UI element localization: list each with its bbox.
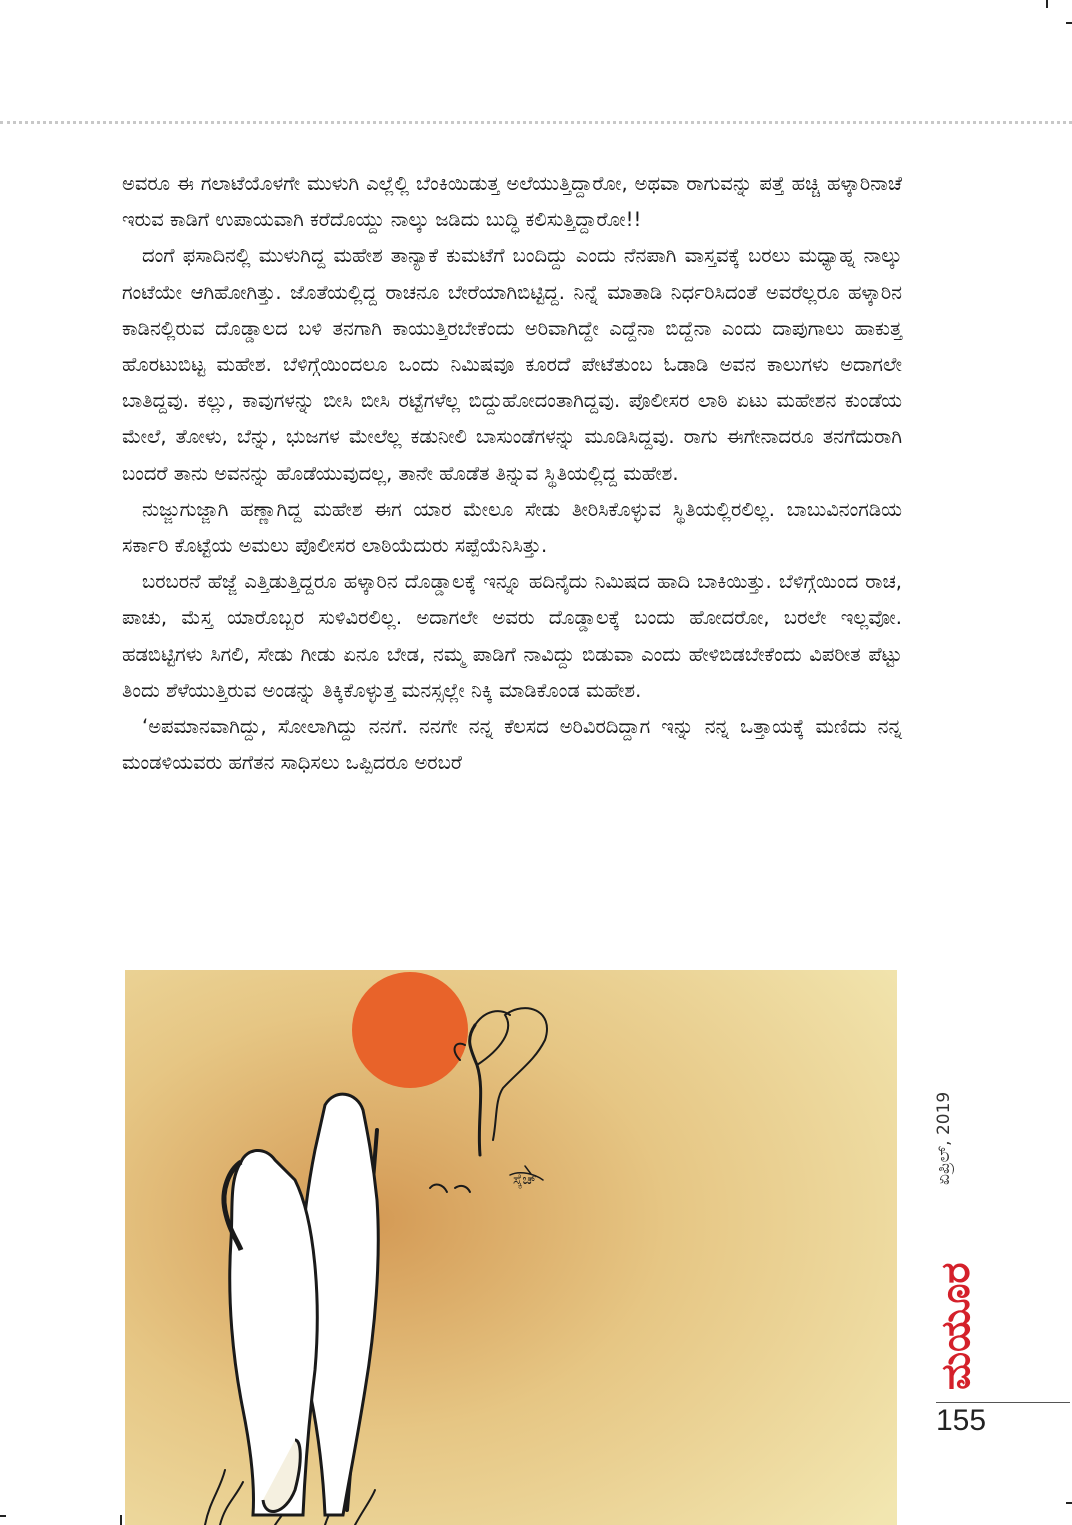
crop-mark-top-right [1046, 0, 1048, 8]
story-illustration [125, 970, 897, 1525]
page-number-rule [936, 1402, 1070, 1403]
crop-mark-bottom-left [120, 1515, 122, 1525]
article-paragraph: ನುಜ್ಜುಗುಜ್ಜಾಗಿ ಹಣ್ಣಾಗಿದ್ದ ಮಹೇಶ ಈಗ ಯಾರ ಮೇಲೂ ಸೇಡು ತೀರಿಸಿಕೊಳ್ಳುವ ಸ್ಥಿತಿಯಲ್ಲಿರಲಿಲ್ಲ. ಬಾಬುವಿನಂಗಡಿಯ ಸರ್ಕಾರಿ ಕೊಟ್ಟೆಯ ಅಮಲು ಪೊಲೀಸರ ಲಾಠಿಯೆದುರು ಸಪ್ಪೆಯೆನಿಸಿತ್ತು. [122, 497, 902, 558]
article-paragraph: ‘ಅಪಮಾನವಾಗಿದ್ದು, ಸೋಲಾಗಿದ್ದು ನನಗೆ. ನನಗೇ ನನ್ನ ಕೆಲಸದ ಅರಿವಿರದಿದ್ದಾಗ ಇನ್ನು ನನ್ನ ಒತ್ತಾಯಕ್ಕೆ ಮಣಿದು ನನ್ನ ಮಂಡಳಿಯವರು ಹಗೆತನ ಸಾಧಿಸಲು ಒಪ್ಪಿದರೂ ಅರಬರೆ [122, 715, 902, 775]
article-paragraph: ಬರಬರನೆ ಹೆಜ್ಜೆ ಎತ್ತಿಡುತ್ತಿದ್ದರೂ ಹಳ್ಕಾರಿನ ದೊಡ್ಡಾಲಕ್ಕೆ ಇನ್ನೂ ಹದಿನೈದು ನಿಮಿಷದ ಹಾದಿ ಬಾಕಿಯಿತ್ತು. ಬೆಳಿಗ್ಗೆಯಿಂದ ರಾಚ, ಪಾಚು, ಮೆಸ್ತ ಯಾರೊಬ್ಬರ ಸುಳಿವಿರಲಿಲ್ಲ. ಅದಾಗಲೇ ಅವರು ದೊಡ್ಡಾಲಕ್ಕೆ ಬಂದು ಹೋದರೋ, ಬರಲೇ ಇಲ್ಲವೋ. ಹಡಬಿಟ್ಟಿಗಳು ಸಿಗಲಿ, ಸೇಡು ಗೀಡು ಏನೂ ಬೇಡ, ನಮ್ಮ ಪಾಡಿಗೆ ನಾವಿದ್ದು ಬಿಡುವಾ ಎಂದು ಹೇಳಿಬಿಡಬೇಕೆಂದು ವಿಪರೀತ ಪೆಟ್ಟು ತಿಂದು ಶೆಳೆಯುತ್ತಿರುವ ಅಂಡನ್ನು ತಿಕ್ಕಿಕೊಳ್ಳುತ್ತ ಮನಸ್ಸಲ್ಲೇ ನಿಕ್ಕಿ ಮಾಡಿಕೊಂಡ ಮಹೇಶ. [122, 570, 902, 702]
crop-mark-left-bottom [0, 1515, 6, 1517]
article-paragraph: ದಂಗೆ ಫಸಾದಿನಲ್ಲಿ ಮುಳುಗಿದ್ದ ಮಹೇಶ ತಾನ್ಯಾಕೆ ಕುಮಟೆಗೆ ಬಂದಿದ್ದು ಎಂದು ನೆನಪಾಗಿ ವಾಸ್ತವಕ್ಕೆ ಬರಲು ಮಧ್ಯಾಹ್ನ ನಾಲ್ಕು ಗಂಟೆಯೇ ಆಗಿಹೋಗಿತ್ತು. ಜೊತೆಯಲ್ಲಿದ್ದ ರಾಚನೂ ಬೇರೆಯಾಗಿಬಿಟ್ಟಿದ್ದ. ನಿನ್ನೆ ಮಾತಾಡಿ ನಿರ್ಧರಿಸಿದಂತೆ ಅವರೆಲ್ಲರೂ ಹಳ್ಕಾರಿನ ಕಾಡಿನಲ್ಲಿರುವ ದೊಡ್ಡಾಲದ ಬಳಿ ತನಗಾಗಿ ಕಾಯುತ್ತಿರಬೇಕೆಂದು ಅರಿವಾಗಿದ್ದೇ ಎದ್ದೆನಾ ಬಿದ್ದೆನಾ ಎಂದು ದಾಪುಗಾಲು ಹಾಕುತ್ತ ಹೊರಟುಬಿಟ್ಟ ಮಹೇಶ. ಬೆಳಿಗ್ಗೆಯಿಂದಲೂ ಒಂದು ನಿಮಿಷವೂ ಕೂರದೆ ಪೇಟೆತುಂಬ ಓಡಾಡಿ ಅವನ ಕಾಲುಗಳು ಅದಾಗಲೇ ಬಾತಿದ್ದವು. ಕಲ್ಲು, ಕಾವುಗಳನ್ನು ಬೀಸಿ ಬೀಸಿ ರಟ್ಟೆಗಳೆಲ್ಲ ಬಿದ್ದುಹೋದಂತಾಗಿದ್ದವು. ಪೊಲೀಸರ ಲಾಠಿ ಏಟು ಮಹೇಶನ ಕುಂಡೆಯ ಮೇಲೆ, ತೋಳು, ಬೆನ್ನು, ಭುಜಗಳ ಮೇಲೆಲ್ಲ ಕಡುನೀಲಿ ಬಾಸುಂಡೆಗಳನ್ನು ಮೂಡಿಸಿದ್ದವು. ರಾಗು ಈಗೇನಾದರೂ ತನಗೆದುರಾಗಿ ಬಂದರೆ ತಾನು ಅವನನ್ನು ಹೊಡೆಯುವುದಲ್ಲ, ತಾನೇ ಹೊಡೆತ ತಿನ್ನುವ ಸ್ಥಿತಿಯಲ್ಲಿದ್ದ ಮಹೇಶ. [122, 244, 902, 485]
illustration-artwork [125, 970, 897, 1525]
header-dotted-rule [0, 121, 1072, 124]
sun-shape [352, 972, 468, 1088]
article-body [122, 166, 902, 781]
artist-signature: ಸ್ಕೆಚ್ [513, 1172, 537, 1188]
crop-mark-right-bottom [1066, 1502, 1072, 1504]
magazine-masthead: ಮಯೂರ [933, 1262, 979, 1390]
page-number: 155 [936, 1404, 987, 1437]
crop-mark-right-top [1066, 22, 1072, 24]
article-paragraph: ಅವರೂ ಈ ಗಲಾಟೆಯೊಳಗೇ ಮುಳುಗಿ ಎಲ್ಲೆಲ್ಲಿ ಬೆಂಕಿಯಿಡುತ್ತ ಅಲೆಯುತ್ತಿದ್ದಾರೋ, ಅಥವಾ ರಾಗುವನ್ನು ಪತ್ತೆ ಹಚ್ಚಿ ಹಳ್ಕಾರಿನಾಚೆ ಇರುವ ಕಾಡಿಗೆ ಉಪಾಯವಾಗಿ ಕರೆದೊಯ್ದು ನಾಲ್ಕು ಜಡಿದು ಬುದ್ಧಿ ಕಲಿಸುತ್ತಿದ್ದಾರೋ!! [122, 172, 902, 232]
issue-date: ಏಪ್ರಿಲ್, 2019 [934, 1091, 954, 1185]
